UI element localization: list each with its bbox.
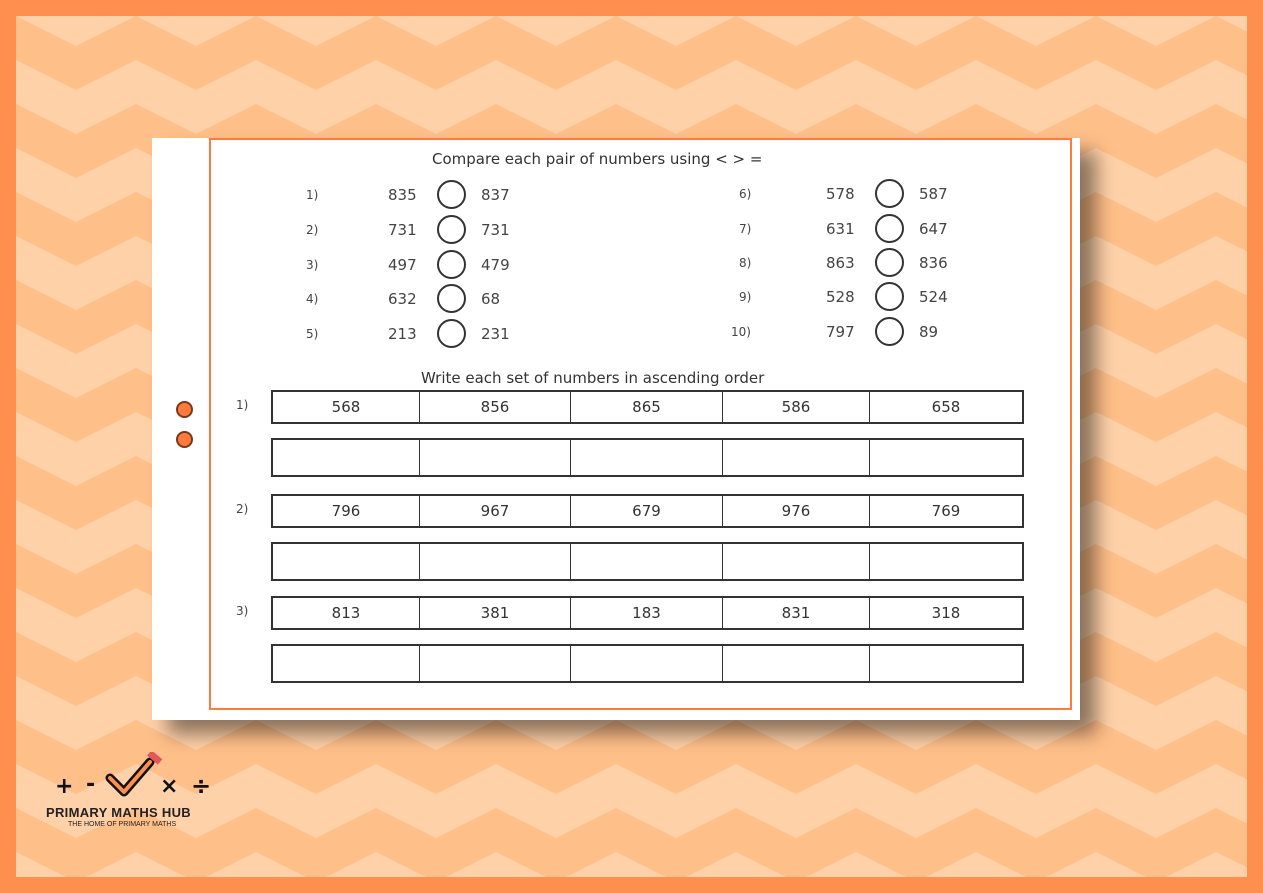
compare-right-value: 837 — [481, 186, 510, 204]
answer-circle[interactable] — [437, 215, 466, 244]
answer-cell[interactable] — [723, 646, 870, 681]
number-cell: 769 — [931, 502, 961, 520]
times-icon: × — [160, 774, 179, 799]
answer-row — [271, 438, 1024, 477]
number-cell: 183 — [571, 598, 723, 628]
answer-cell[interactable] — [571, 440, 723, 475]
compare-left-value: 797 — [826, 323, 855, 341]
answer-cell[interactable] — [420, 440, 571, 475]
answer-cell[interactable] — [870, 646, 1022, 681]
set-number: 2) — [236, 502, 249, 516]
question-number: 6) — [739, 187, 752, 201]
answer-cell[interactable] — [571, 544, 723, 579]
compare-right-value: 231 — [481, 325, 510, 343]
answer-cell[interactable] — [870, 440, 1022, 475]
number-cell: 658 — [931, 398, 961, 416]
answer-circle[interactable] — [875, 214, 904, 243]
answer-cell[interactable] — [723, 544, 870, 579]
answer-row — [271, 644, 1024, 683]
compare-right-value: 647 — [919, 220, 948, 238]
number-cell: 796 — [273, 496, 420, 526]
set-number: 3) — [236, 604, 249, 618]
answer-circle[interactable] — [875, 179, 904, 208]
question-number: 5) — [306, 327, 319, 341]
compare-left-value: 632 — [388, 290, 417, 308]
compare-right-value: 89 — [919, 323, 939, 341]
compare-left-value: 731 — [388, 221, 417, 239]
compare-left-value: 497 — [388, 256, 417, 274]
answer-circle[interactable] — [875, 248, 904, 277]
answer-circle[interactable] — [437, 180, 466, 209]
compare-right-value: 731 — [481, 221, 510, 239]
question-number: 7) — [739, 222, 752, 236]
answer-cell[interactable] — [273, 646, 420, 681]
question-number: 8) — [739, 256, 752, 270]
number-cell: 568 — [273, 392, 420, 422]
compare-left-value: 631 — [826, 220, 855, 238]
answer-cell[interactable] — [273, 544, 420, 579]
compare-left-value: 863 — [826, 254, 855, 272]
checkmark-pencil-icon — [104, 752, 168, 800]
divide-icon: ÷ — [191, 772, 212, 800]
compare-right-value: 836 — [919, 254, 948, 272]
answer-circle[interactable] — [875, 317, 904, 346]
answer-circle[interactable] — [437, 319, 466, 348]
number-set-row — [271, 390, 1024, 424]
answer-cell[interactable] — [870, 544, 1022, 579]
question-number: 3) — [306, 258, 319, 272]
answer-circle[interactable] — [437, 284, 466, 313]
answer-circle[interactable] — [437, 250, 466, 279]
compare-left-value: 528 — [826, 288, 855, 306]
question-number: 1) — [306, 188, 319, 202]
number-cell: 967 — [420, 496, 571, 526]
compare-left-value: 835 — [388, 186, 417, 204]
compare-left-value: 578 — [826, 185, 855, 203]
number-cell: 813 — [273, 598, 420, 628]
answer-cell[interactable] — [273, 440, 420, 475]
binder-hole-icon — [176, 401, 193, 418]
plus-icon: + — [55, 774, 74, 799]
order-heading: Write each set of numbers in ascending order — [421, 369, 765, 387]
number-cell: 586 — [723, 392, 870, 422]
number-cell: 318 — [931, 604, 961, 622]
compare-right-value: 479 — [481, 256, 510, 274]
number-cell: 831 — [723, 598, 870, 628]
brand-tagline: THE HOME OF PRIMARY MATHS — [68, 821, 177, 828]
brand-name: PRIMARY MATHS HUB — [46, 805, 191, 820]
compare-right-value: 524 — [919, 288, 948, 306]
number-set-row — [271, 596, 1024, 630]
answer-circle[interactable] — [875, 282, 904, 311]
question-number: 10) — [731, 325, 751, 339]
compare-left-value: 213 — [388, 325, 417, 343]
answer-cell[interactable] — [420, 544, 571, 579]
binder-hole-icon — [176, 431, 193, 448]
answer-cell[interactable] — [571, 646, 723, 681]
number-cell: 856 — [420, 392, 571, 422]
compare-heading: Compare each pair of numbers using < > = — [432, 150, 763, 168]
number-set-row — [271, 494, 1024, 528]
number-cell: 865 — [571, 392, 723, 422]
number-cell: 381 — [420, 598, 571, 628]
answer-row — [271, 542, 1024, 581]
question-number: 2) — [306, 223, 319, 237]
question-number: 9) — [739, 290, 752, 304]
compare-right-value: 68 — [481, 290, 501, 308]
minus-icon: - — [86, 772, 96, 797]
set-number: 1) — [236, 398, 249, 412]
question-number: 4) — [306, 292, 319, 306]
number-cell: 976 — [723, 496, 870, 526]
answer-cell[interactable] — [420, 646, 571, 681]
compare-right-value: 587 — [919, 185, 948, 203]
answer-cell[interactable] — [723, 440, 870, 475]
number-cell: 679 — [571, 496, 723, 526]
